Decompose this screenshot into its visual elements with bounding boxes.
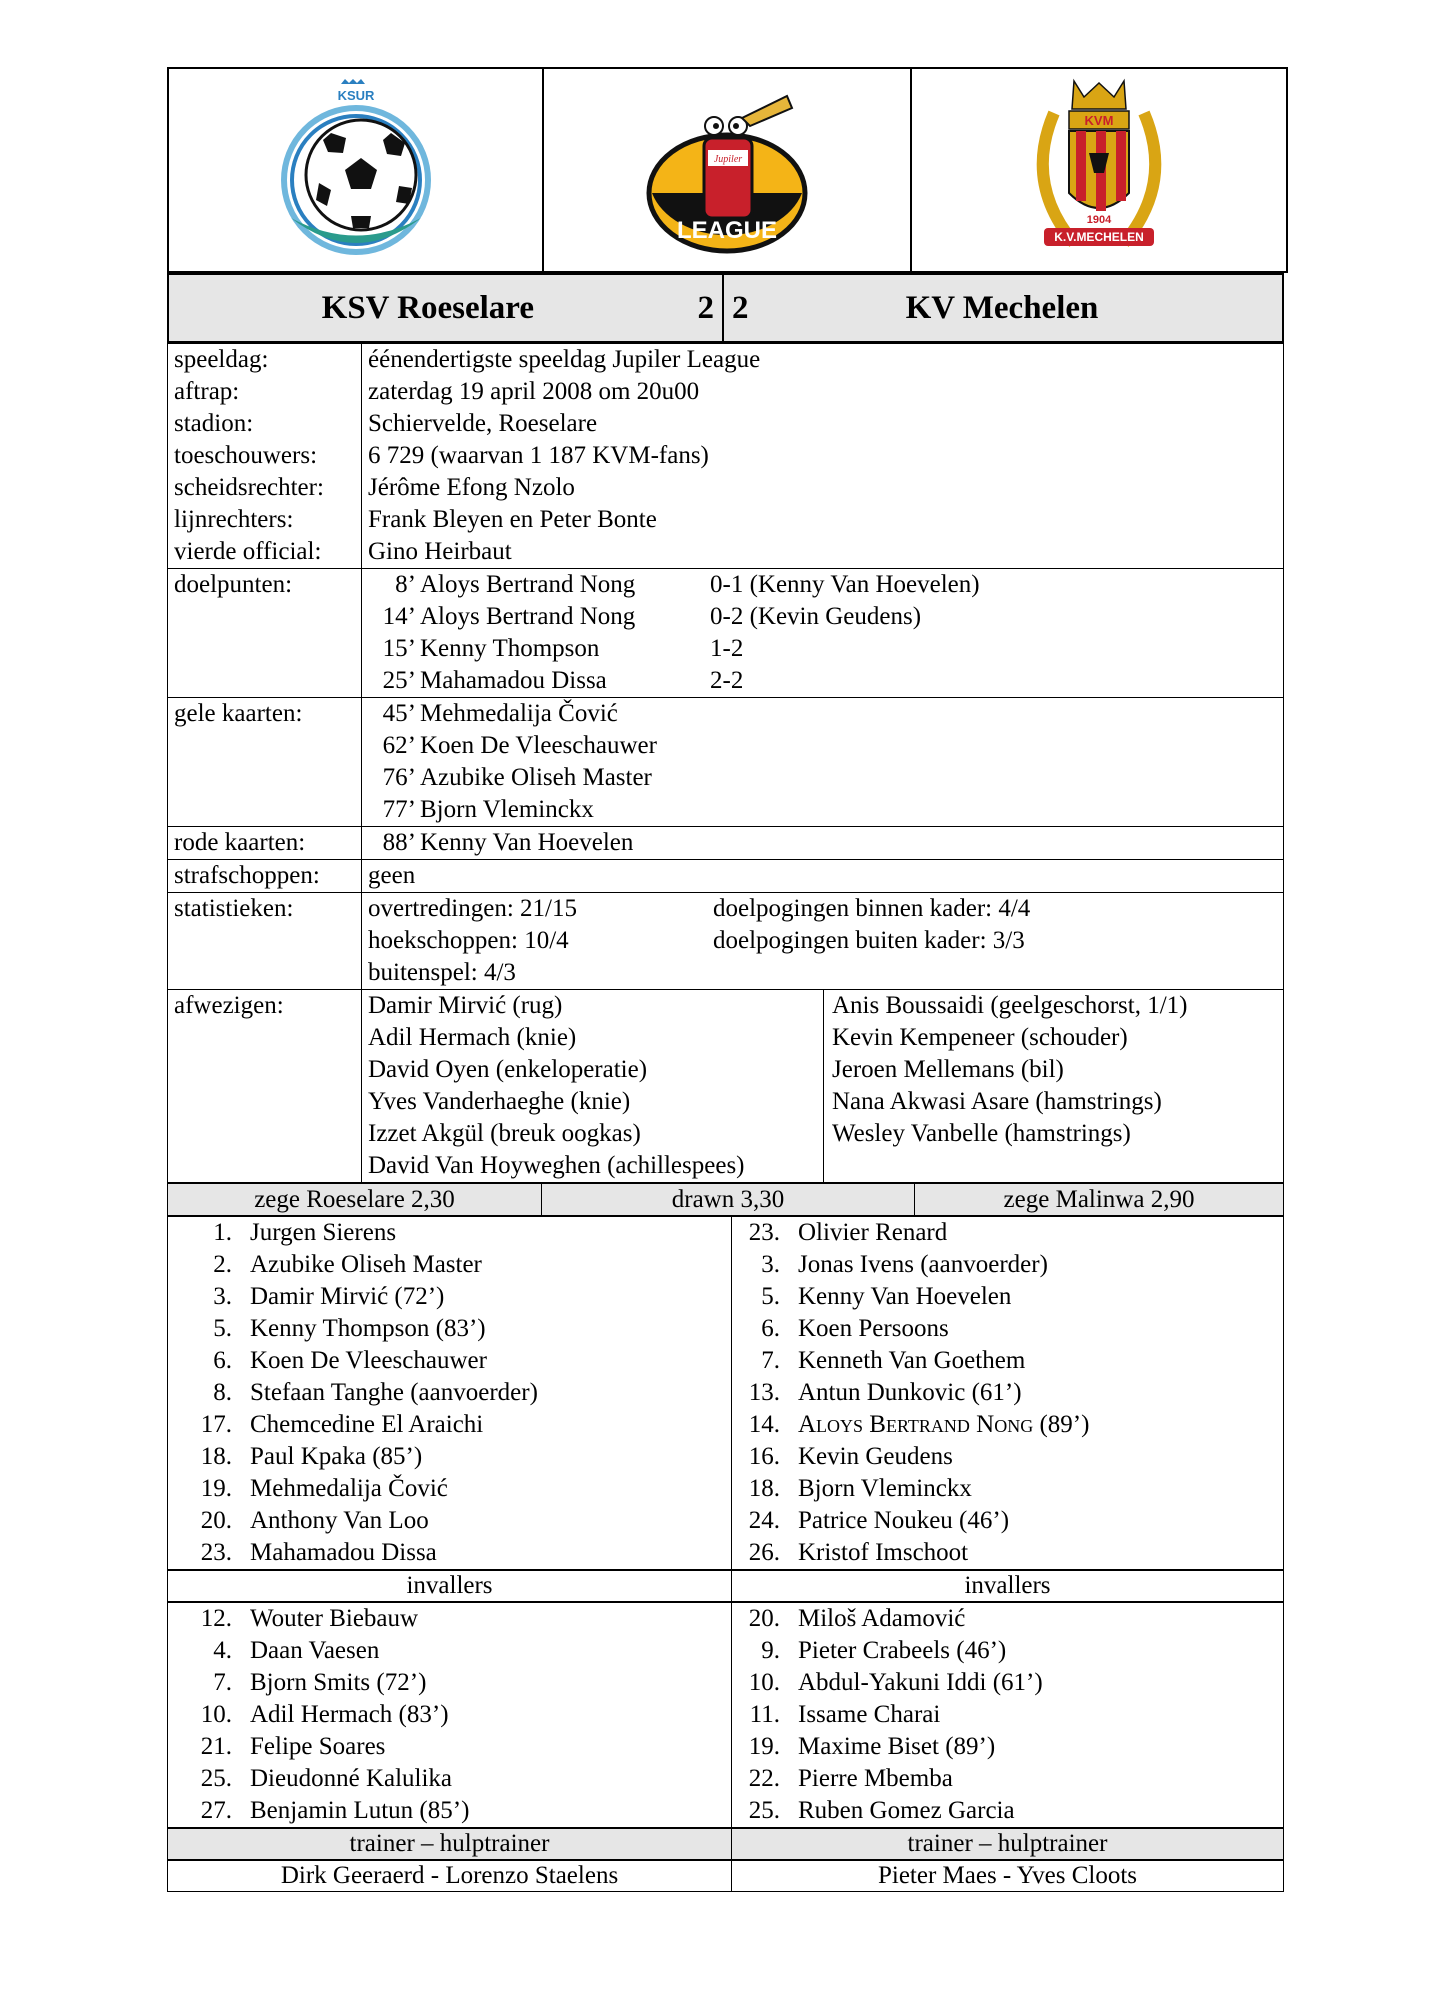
general-info-labels (168, 344, 362, 569)
home-goals: 2 (697, 289, 714, 326)
absentee: Jeroen Mellemans (bil) (832, 1056, 1064, 1083)
player-row: 18. Bjorn Vleminckx (748, 1475, 972, 1502)
absentee: Adil Hermach (knie) (368, 1024, 577, 1051)
statistics-list (362, 893, 1284, 990)
player-row: 24. Patrice Noukeu (46’) (748, 1507, 1010, 1534)
goal-row: 25’ Mahamadou Dissa 2-2 (382, 667, 744, 694)
subs-header-home: invallers (168, 1571, 732, 1602)
absentee: Nana Akwasi Asare (hamstrings) (832, 1088, 1162, 1115)
odds-away: zege Malinwa 2,90 (915, 1184, 1284, 1216)
goal-row: 15’ Kenny Thompson 1-2 (382, 635, 744, 662)
player-row: 13. Antun Dunkovic (61’) (748, 1379, 1022, 1406)
score-divider (722, 275, 724, 341)
linesmen-value: Frank Bleyen en Peter Bonte (368, 506, 657, 533)
stat-row: hoekschoppen: 10/4 doelpogingen buiten kader: 3/3 (368, 927, 1025, 954)
player-row: 26. Kristof Imschoot (748, 1539, 969, 1566)
player-row: 18. Paul Kpaka (85’) (200, 1443, 423, 1470)
odds-row (167, 1183, 1284, 1216)
home-team-name: KSV Roeselare (321, 289, 534, 326)
player-row: 25. Dieudonné Kalulika (200, 1765, 453, 1792)
absentees-cell (362, 990, 1284, 1183)
player-row: 7. Kenneth Van Goethem (761, 1347, 1026, 1374)
yellow-cards-label: gele kaarten: (168, 698, 362, 827)
red-cards-label: rode kaarten: (168, 827, 362, 860)
kvm-logo-cell (911, 68, 1287, 272)
player-row: 10. Adil Hermach (83’) (200, 1701, 449, 1728)
player-row: 4. Daan Vaesen (213, 1637, 380, 1664)
info-label: vierde official: (174, 538, 322, 565)
player-row: 3. Damir Mirvić (72’) (213, 1283, 445, 1310)
player-row: 6. Koen Persoons (761, 1315, 949, 1342)
goals-list (362, 569, 1284, 698)
player-row: 21. Felipe Soares (200, 1733, 386, 1760)
league-text: LEAGUE (676, 216, 778, 244)
player-row: 27. Benjamin Lutun (85’) (200, 1797, 470, 1824)
absentee: Wesley Vanbelle (hamstrings) (832, 1120, 1131, 1147)
ksur-logo-cell (168, 68, 543, 272)
match-info-table (167, 343, 1284, 1183)
player-row: 5. Kenny Van Hoevelen (761, 1283, 1012, 1310)
score-row (167, 273, 1284, 343)
yellow-card-row: 45’ Mehmedalija Čović (382, 700, 618, 727)
home-subs (168, 1603, 732, 1828)
absentee: David Oyen (enkeloperatie) (368, 1056, 648, 1083)
player-row: 16. Kevin Geudens (748, 1443, 953, 1470)
goals-label: doelpunten: (168, 569, 362, 698)
player-row: 17. Chemcedine El Araichi (200, 1411, 484, 1438)
away-team-name: KV Mechelen (905, 289, 1099, 326)
kvm-top-text: KVM (1084, 112, 1114, 128)
player-row: 19. Maxime Biset (89’) (748, 1733, 996, 1760)
player-row: 19. Mehmedalija Čović (200, 1475, 448, 1502)
info-label: toeschouwers: (174, 442, 318, 469)
odds-draw: drawn 3,30 (542, 1184, 915, 1216)
home-lineup (168, 1217, 732, 1570)
player-row: 12. Wouter Biebauw (200, 1605, 419, 1632)
ksur-logo (271, 78, 441, 258)
absentee: Anis Boussaidi (geelgeschorst, 1/1) (832, 992, 1188, 1019)
subs-header-row (167, 1570, 1284, 1602)
kvm-name-text: K.V.MECHELEN (1054, 229, 1144, 244)
kvm-year-text: 1904 (1086, 213, 1112, 226)
player-row: 6. Koen De Vleeschauwer (213, 1347, 487, 1374)
stat-row: overtredingen: 21/15 doelpogingen binnen kader: 4/4 (368, 895, 1031, 922)
player-row: 2. Azubike Oliseh Master (213, 1251, 482, 1278)
match-sheet (167, 67, 1284, 1893)
ksur-logo-text: KSUR (337, 87, 374, 103)
yellow-card-row: 76’ Azubike Oliseh Master (382, 764, 652, 791)
info-label: stadion: (174, 410, 254, 437)
stat-row: buitenspel: 4/3 (368, 959, 516, 986)
referee-value: Jérôme Efong Nzolo (368, 474, 575, 501)
absentee: Izzet Akgül (breuk oogkas) (368, 1120, 641, 1147)
red-cards-list (362, 827, 1284, 860)
statistics-label: statistieken: (168, 893, 362, 990)
absentees-label: afwezigen: (168, 990, 362, 1183)
player-row: 5. Kenny Thompson (83’) (213, 1315, 486, 1342)
player-row: 22. Pierre Mbemba (748, 1765, 953, 1792)
logo-row (167, 67, 1288, 273)
player-row: 8. Stefaan Tanghe (aanvoerder) (213, 1379, 538, 1406)
player-row: 10. Abdul-Yakuni Iddi (61’) (748, 1669, 1043, 1696)
penalties-value: geen (362, 860, 1284, 893)
goal-row: 14’ Aloys Bertrand Nong 0-2 (Kevin Geudens) (382, 603, 922, 630)
away-goals: 2 (732, 289, 749, 326)
absentee: David Van Hoyweghen (achillespees) (368, 1152, 745, 1179)
player-row: 11. Issame Charai (749, 1701, 941, 1728)
absentee: Damir Mirvić (rug) (368, 992, 563, 1019)
player-row: 9. Pieter Crabeels (46’) (761, 1637, 1007, 1664)
kickoff-value: zaterdag 19 april 2008 om 20u00 (368, 378, 700, 405)
player-row: 20. Miloš Adamović (748, 1605, 966, 1632)
matchday-value: éénendertigste speeldag Jupiler League (368, 346, 761, 373)
attendance-value: 6 729 (waarvan 1 187 KVM-fans) (368, 442, 709, 469)
player-row: 7. Bjorn Smits (72’) (213, 1669, 427, 1696)
trainer-away: Pieter Maes - Yves Cloots (732, 1861, 1284, 1892)
player-row: 25. Ruben Gomez Garcia (748, 1797, 1015, 1824)
info-label: aftrap: (174, 378, 240, 405)
info-label: speeldag: (174, 346, 269, 373)
jupiler-league-logo (642, 78, 812, 258)
fourth-official-value: Gino Heirbaut (368, 538, 512, 565)
player-row: 3. Jonas Ivens (aanvoerder) (761, 1251, 1048, 1278)
league-logo-cell (543, 68, 911, 272)
general-info-values (362, 344, 1284, 569)
subs-table (167, 1602, 1284, 1828)
player-row: 1. Jurgen Sierens (213, 1219, 397, 1246)
kv-mechelen-logo (1014, 73, 1184, 263)
yellow-cards-list (362, 698, 1284, 827)
trainer-header-row (167, 1828, 1284, 1860)
subs-header-away: invallers (732, 1571, 1284, 1602)
red-card-row: 88’ Kenny Van Hoevelen (382, 829, 634, 856)
penalties-label: strafschoppen: (168, 860, 362, 893)
trainer-header-away: trainer – hulptrainer (732, 1829, 1284, 1860)
absentees-away (824, 990, 1188, 1182)
absentee: Kevin Kempeneer (schouder) (832, 1024, 1128, 1051)
odds-home: zege Roeselare 2,30 (168, 1184, 542, 1216)
trainer-home: Dirk Geeraerd - Lorenzo Staelens (168, 1861, 732, 1892)
absentee: Yves Vanderhaeghe (knie) (368, 1088, 631, 1115)
lineups-table (167, 1216, 1284, 1570)
goal-row: 8’ Aloys Bertrand Nong 0-1 (Kenny Van Hoevelen) (395, 571, 980, 598)
player-row: 20. Anthony Van Loo (200, 1507, 429, 1534)
trainer-header-home: trainer – hulptrainer (168, 1829, 732, 1860)
yellow-card-row: 62’ Koen De Vleeschauwer (382, 732, 657, 759)
away-lineup (732, 1217, 1284, 1570)
stadium-value: Schiervelde, Roeselare (368, 410, 598, 437)
info-label: lijnrechters: (174, 506, 294, 533)
yellow-card-row: 77’ Bjorn Vleminckx (382, 796, 594, 823)
trainer-row (167, 1860, 1284, 1892)
away-subs (732, 1603, 1284, 1828)
player-row: 14. Aloys Bertrand Nong (89’) (748, 1411, 1090, 1438)
absentees-home (362, 990, 824, 1182)
info-label: scheidsrechter: (174, 474, 324, 501)
jupiler-text: Jupiler (713, 153, 743, 165)
player-row: 23. Mahamadou Dissa (200, 1539, 437, 1566)
player-row: 23. Olivier Renard (748, 1219, 948, 1246)
